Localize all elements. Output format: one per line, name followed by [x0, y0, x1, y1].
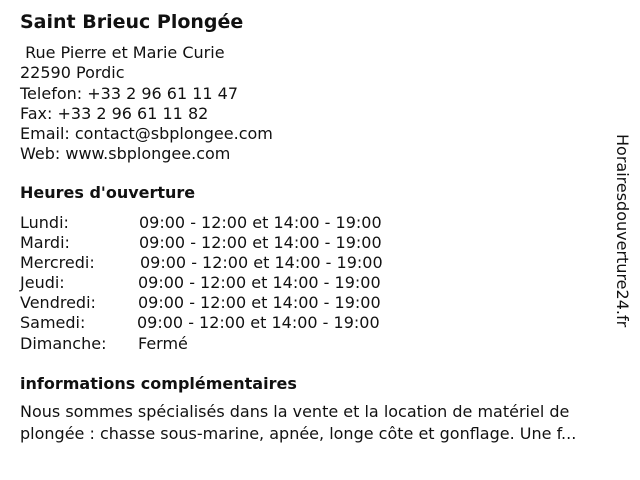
phone-number[interactable]: Telefon: +33 2 96 61 11 47: [20, 83, 239, 103]
time-range: 09:00 - 12:00 et 14:00 - 19:00: [140, 253, 383, 273]
description-line: plongée : chasse sous-marine, apnée, longe côte et gonflage. Une f...: [20, 424, 577, 443]
email-link[interactable]: Email: contact@sbplongee.com: [20, 124, 273, 144]
opening-hours-table: [20, 213, 440, 354]
additional-info-heading: informations complémentaires: [20, 374, 297, 393]
day-label: Jeudi:: [20, 273, 65, 293]
opening-hours-heading: Heures d'ouverture: [20, 183, 196, 202]
time-range: 09:00 - 12:00 et 14:00 - 19:00: [138, 293, 381, 313]
business-name: Saint Brieuc Plongée: [20, 11, 244, 33]
day-label: Samedi:: [20, 313, 86, 333]
description-line: Nous sommes spécialisés dans la vente et la location de matériel de: [20, 402, 570, 421]
day-label: Mercredi:: [20, 253, 95, 273]
time-range: Fermé: [138, 333, 188, 353]
contact-block: [20, 43, 273, 165]
fax-number: Fax: +33 2 96 61 11 82: [20, 103, 209, 123]
hours-row-tuesday: [20, 233, 440, 253]
time-range: 09:00 - 12:00 et 14:00 - 19:00: [137, 313, 380, 333]
day-label: Vendredi:: [20, 293, 96, 313]
hours-row-monday: [20, 213, 440, 233]
hours-row-saturday: [20, 313, 440, 333]
hours-row-sunday: [20, 334, 440, 354]
day-label: Mardi:: [20, 233, 70, 253]
time-range: 09:00 - 12:00 et 14:00 - 19:00: [138, 273, 381, 293]
hours-row-thursday: [20, 273, 440, 293]
hours-row-friday: [20, 293, 440, 313]
hours-row-wednesday: [20, 253, 440, 273]
address-city: 22590 Pordic: [20, 63, 125, 83]
website-link[interactable]: Web: www.sbplongee.com: [20, 144, 231, 164]
address-street: Rue Pierre et Marie Curie: [20, 43, 225, 62]
time-range: 09:00 - 12:00 et 14:00 - 19:00: [139, 213, 382, 232]
day-label: Lundi:: [20, 213, 69, 232]
day-label: Dimanche:: [20, 333, 107, 353]
time-range: 09:00 - 12:00 et 14:00 - 19:00: [139, 233, 382, 253]
watermark-text: Horairesdouverture24.fr: [613, 134, 632, 328]
description-text: [20, 401, 632, 445]
